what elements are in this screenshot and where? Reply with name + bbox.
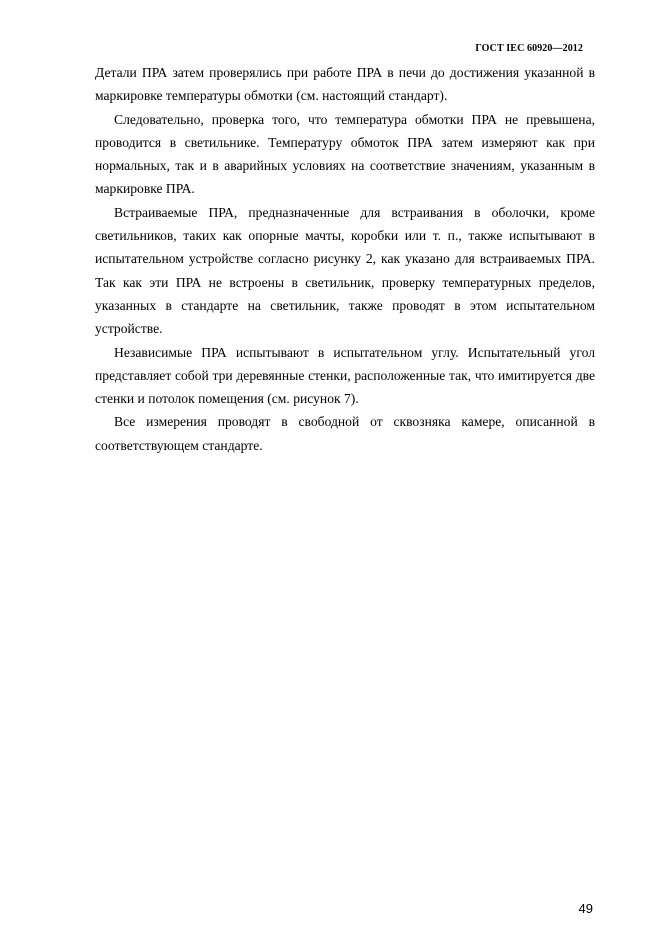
paragraph-verification: Следовательно, проверка того, что температура обмотки ПРА не превышена, проводится в светильнике. Температуру обмоток ПРА затем измеряют как при нормальных, так и в аварийных условиях на соответствие значениям, указанным в маркировке ПРА.: [95, 111, 595, 197]
paragraph-continuation: Детали ПРА затем проверялись при работе ПРА в печи до достижения указанной в маркировке температуры обмотки (см. настоящий стандарт).: [95, 65, 595, 104]
body-text: [95, 61, 595, 457]
document-code-header: ГОСТ IEC 60920—2012: [475, 43, 583, 54]
paragraph-independent-ballasts: Независимые ПРА испытывают в испытательном углу. Испытательный угол представляет собой три деревянные стенки, расположенные так, что имитируется две стенки и потолок помещения (см. рисунок 7).: [95, 344, 595, 407]
page-number: 49: [578, 901, 593, 916]
paragraph-built-in-ballasts: Встраиваемые ПРА, предназначенные для встраивания в оболочки, кроме светильников, таких как опорные мачты, коробки или т. п., также испытывают в испытательном устройстве согласно рисунку 2, как указано для встраиваемых ПРА. Так как эти ПРА не встроены в светильник, проверку температурных пределов, указанных в стандарте на светильник, также проводят в этом испытательном устройстве.: [95, 204, 595, 337]
paragraph-measurements: Все измерения проводят в свободной от сквозняка камере, описанной в соответствующем стандарте.: [95, 414, 595, 453]
